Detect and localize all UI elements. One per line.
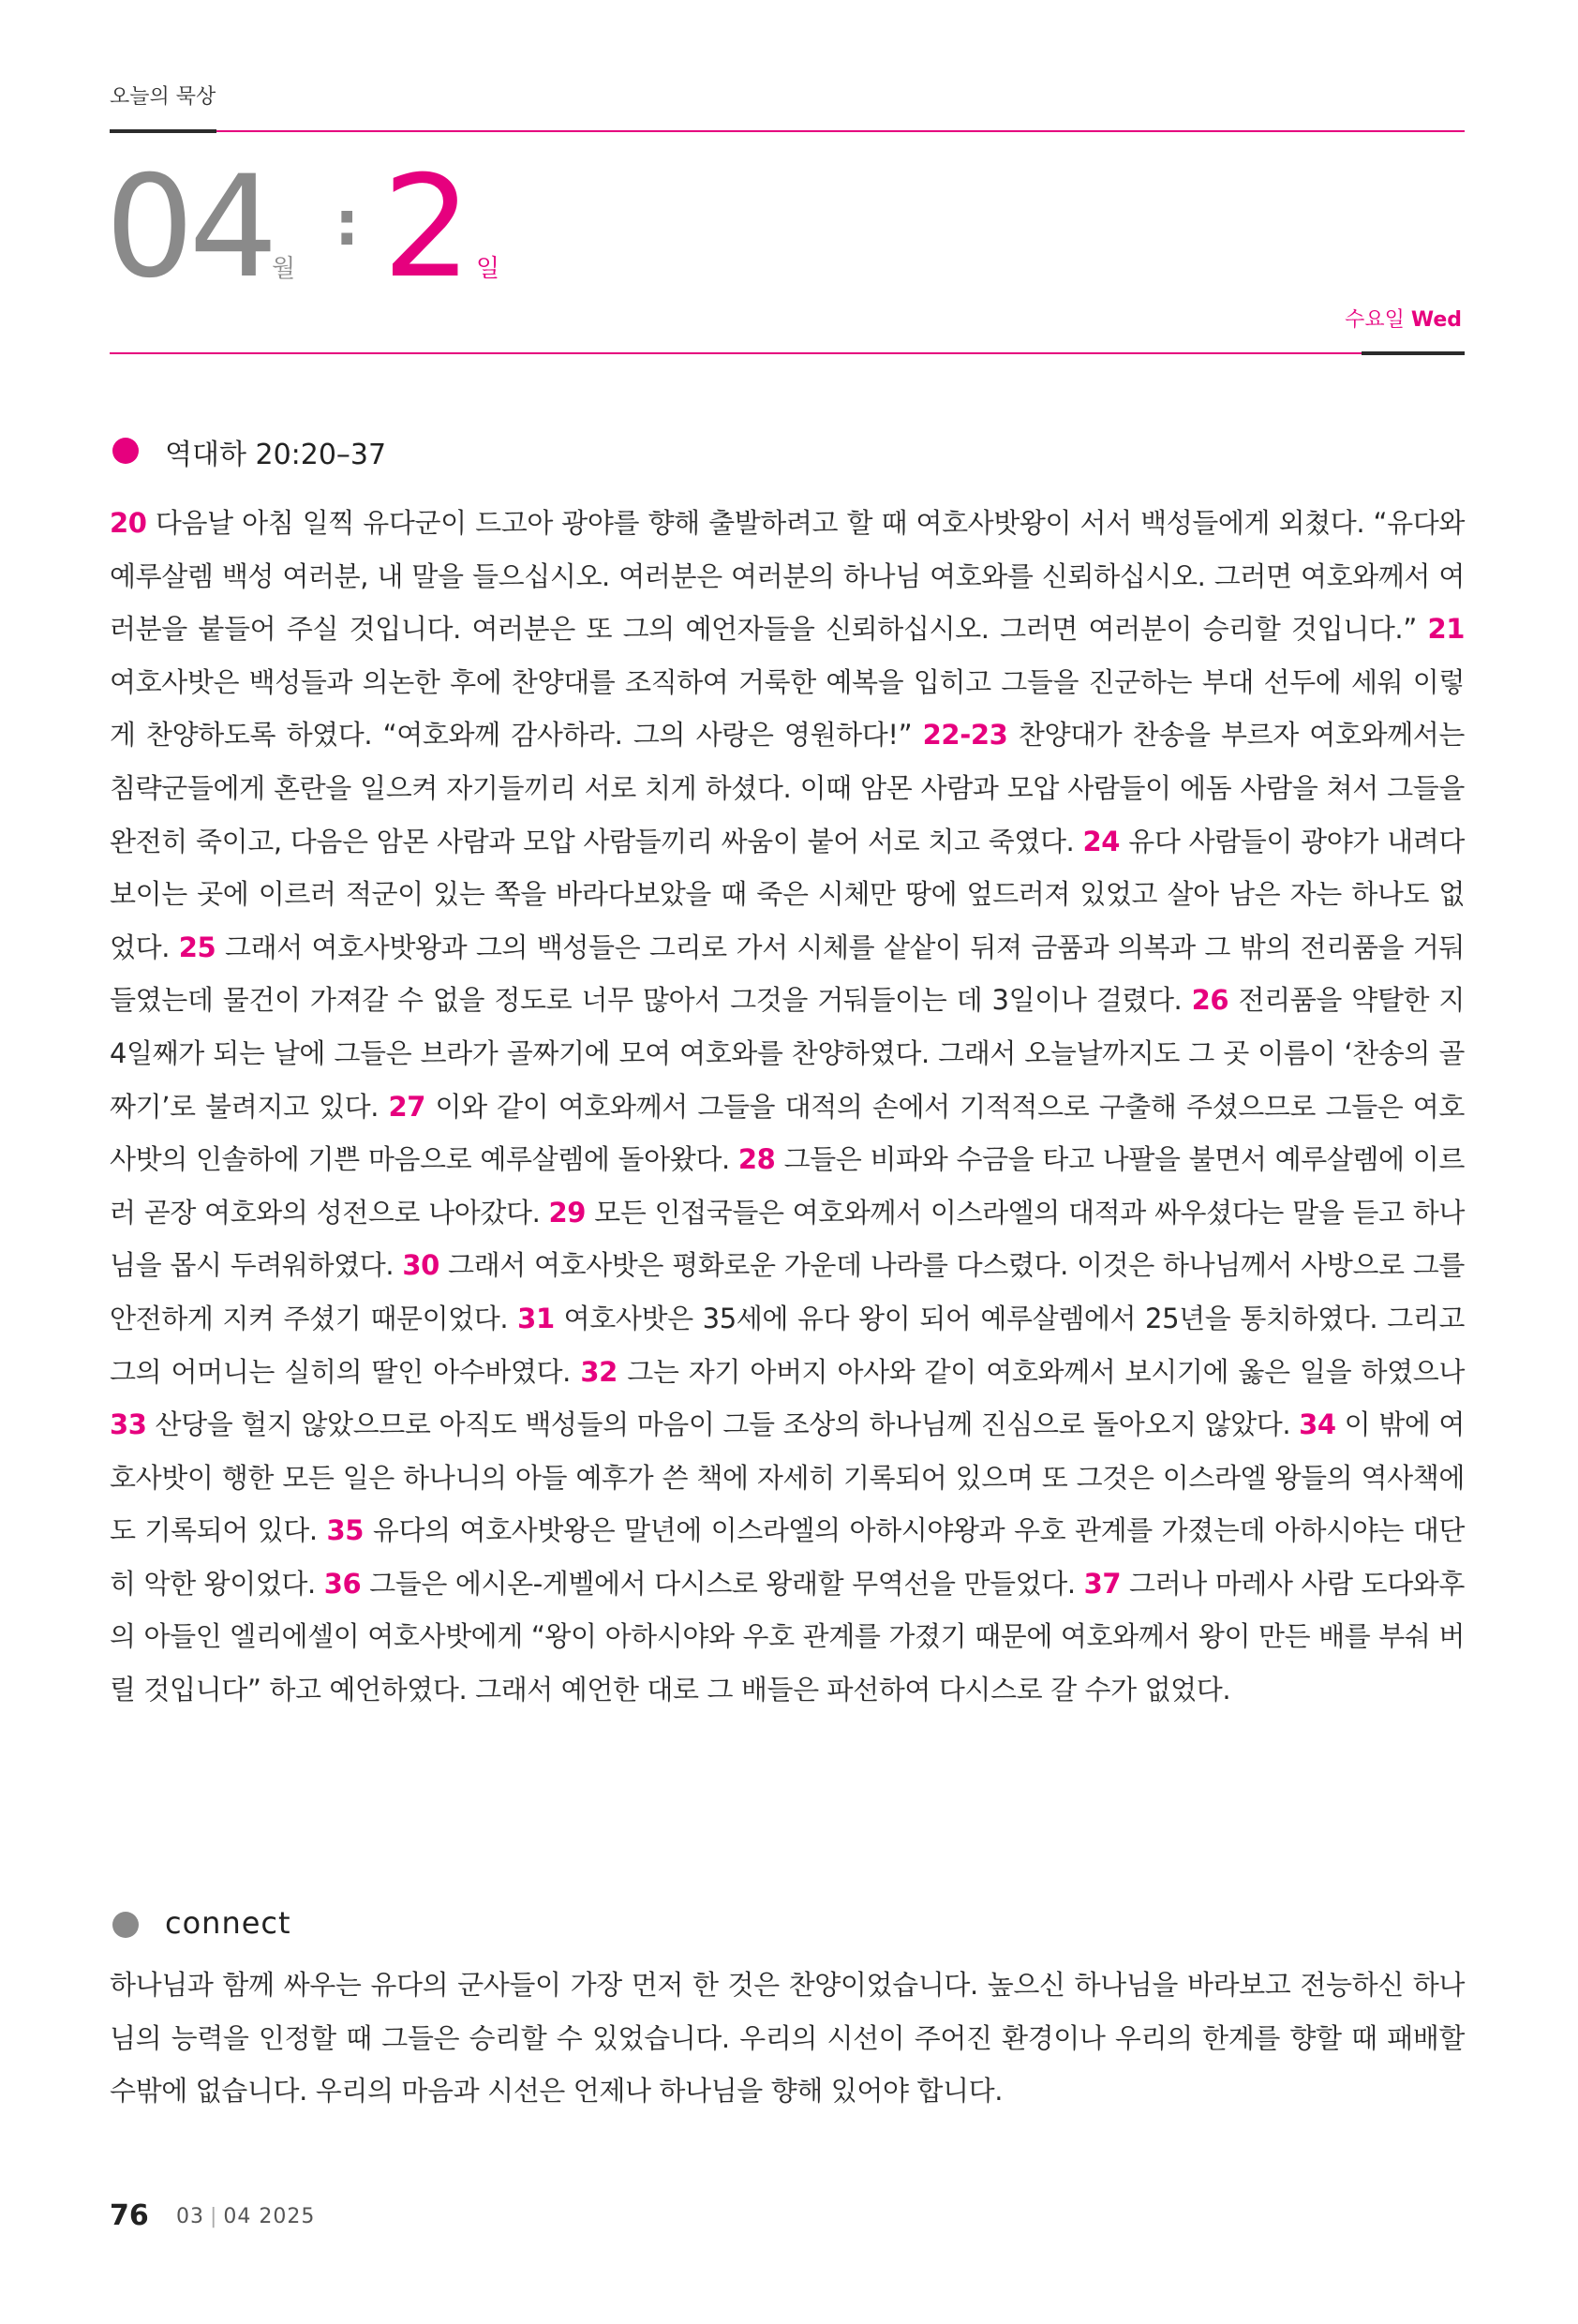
- issue-month: 03: [176, 2205, 204, 2228]
- verse-number: 24: [1082, 825, 1121, 857]
- date-month-unit: 월: [272, 255, 296, 283]
- verse-text: 모든 인접국들은 여호와께서 이스라엘의 대적과 싸우셨다는 말을 듣고 하나님을 몹시 두려워하였다.: [110, 1196, 1465, 1282]
- verse-text: 유다의 여호사밧왕은 말년에 이스라엘의 아하시야왕과 우호 관계를 가졌는데 아하시야는 대단히 악한 왕이었다.: [110, 1514, 1465, 1600]
- date-rule-pink: [110, 352, 1362, 354]
- connect-bullet-icon: [112, 1912, 139, 1938]
- verse-number: 22-23: [922, 719, 1008, 752]
- connect-body: 하나님과 함께 싸우는 유다의 군사들이 가장 먼저 한 것은 찬양이었습니다. 높으신 하나님을 바라보고 전능하신 하나님의 능력을 인정할 때 그들은 승리할 수 있었습니다. 우리의 시선이 주어진 환경이나 우리의 한계를 향할 때 패배할 수밖에 없습니다. 우리의 마음과 시선은 언제나 하나님을 향해 있어야 합니다.: [110, 1969, 1465, 2108]
- scripture-body: [110, 497, 1465, 1717]
- weekday-korean: 수요일: [1345, 308, 1405, 332]
- verse-text: 그들은 비파와 수금을 타고 나팔을 불면서 예루살렘에 이르러 곧장 여호와의 성전으로 나아갔다.: [110, 1143, 1465, 1229]
- verse-number: 27: [388, 1090, 426, 1123]
- verse-number: 36: [323, 1567, 362, 1600]
- date-rule-dark: [1362, 351, 1465, 355]
- verse-number: 32: [580, 1355, 618, 1388]
- issue-separator: |: [210, 2205, 218, 2228]
- scripture-reference: 역대하 20:20–37: [165, 439, 387, 471]
- verse-number: 34: [1299, 1408, 1336, 1441]
- page-header-label: 오늘의 묵상: [110, 85, 216, 109]
- header-rule-dark: [110, 129, 216, 133]
- verse-text: 그러나 마레사 사람 도다와후의 아들인 엘리에셀이 여호사밧에게 “왕이 아하시야와 우호 관계를 가졌기 때문에 여호와께서 왕이 만든 배를 부숴 버릴 것입니다” 하고 예언하였다. 그래서 예언한 대로 그 배들은 파선하여 다시스로 갈 수가 없었다.: [110, 1567, 1465, 1706]
- verse-text: 그는 자기 아버지 아사와 같이 여호와께서 보시기에 옳은 일을 하였으나: [617, 1355, 1466, 1388]
- verse-text: 산당을 헐지 않았으므로 아직도 백성들의 마음이 그들 조상의 하나님께 진심으로 돌아오지 않았다.: [146, 1408, 1300, 1441]
- issue-info: [176, 2205, 315, 2228]
- header-rule-pink: [216, 130, 1465, 132]
- date-day-unit: 일: [476, 255, 500, 283]
- verse-number: 37: [1083, 1567, 1122, 1600]
- verse-text: 다음날 아침 일찍 유다군이 드고아 광야를 향해 출발하려고 할 때 여호사밧왕이 서서 백성들에게 외쳤다. “유다와 예루살렘 백성 여러분, 내 말을 들으십시오. 여러분은 여러분의 하나님 여호와를 신뢰하십시오. 그러면 여호와께서 여러분을 붙들어 주실 것입니다. 여러분은 또 그의 예언자들을 신뢰하십시오. 그러면 여러분이 승리할 것입니다.”: [110, 507, 1465, 646]
- verse-number: 28: [737, 1143, 776, 1176]
- verse-text: 이와 같이 여호와께서 그들을 대적의 손에서 기적적으로 구출해 주셨으므로 그들은 여호사밧의 인솔하에 기쁜 마음으로 예루살렘에 돌아왔다.: [110, 1090, 1465, 1176]
- verse-text: 여호사밧은 백성들과 의논한 후에 찬양대를 조직하여 거룩한 예복을 입히고 그들을 진군하는 부대 선두에 세워 이렇게 찬양하도록 하였다. “여호와께 감사하라. 그의 사랑은 영원하다!”: [110, 665, 1465, 752]
- verse-text: 여호사밧은 35세에 유다 왕이 되어 예루살렘에서 25년을 통치하였다. 그리고 그의 어머니는 실히의 딸인 아수바였다.: [110, 1302, 1465, 1388]
- verse-text: 이 밖에 여호사밧이 행한 모든 일은 하나니의 아들 예후가 쓴 책에 자세히 기록되어 있으며 또 그것은 이스라엘 왕들의 역사책에도 기록되어 있다.: [110, 1408, 1465, 1547]
- verse-text: 그래서 여호사밧은 평화로운 가운데 나라를 다스렸다. 이것은 하나님께서 사방으로 그를 안전하게 지켜 주셨기 때문이었다.: [110, 1249, 1466, 1334]
- verse-number: 29: [548, 1196, 587, 1229]
- date-month: 04: [105, 146, 273, 309]
- date-day: 2: [382, 146, 472, 309]
- verse-text: 유다 사람들이 광야가 내려다보이는 곳에 이르러 적군이 있는 쪽을 바라다보았을 때 죽은 시체만 땅에 엎드러져 있었고 살아 남은 자는 하나도 없었다.: [110, 825, 1465, 963]
- verse-number: 33: [110, 1408, 147, 1441]
- verse-text: 전리품을 약탈한 지 4일째가 되는 날에 그들은 브라가 골짜기에 모여 여호와를 찬양하였다. 그래서 오늘날까지도 그 곳 이름이 ‘찬송의 골짜기’로 불려지고 있다.: [110, 984, 1465, 1123]
- scripture-bullet-icon: [112, 438, 139, 464]
- verse-text: 그래서 여호사밧왕과 그의 백성들은 그리로 가서 시체를 샅샅이 뒤져 금품과 의복과 그 밖의 전리품을 거둬들였는데 물건이 가져갈 수 없을 정도로 너무 많아서 그것을 거둬들이는 데 3일이나 걸렸다.: [110, 931, 1465, 1017]
- verse-number: 35: [326, 1514, 365, 1547]
- issue-rest: 04 2025: [223, 2205, 316, 2228]
- verse-number: 30: [402, 1249, 439, 1282]
- weekday-english: Wed: [1410, 308, 1462, 332]
- connect-title: connect: [165, 1905, 291, 1941]
- verse-text: 찬양대가 찬송을 부르자 여호와께서는 침략군들에게 혼란을 일으켜 자기들끼리 서로 치게 하셨다. 이때 암몬 사람과 모압 사람들이 에돔 사람을 쳐서 그들을 완전히 죽이고, 다음은 암몬 사람과 모압 사람들끼리 싸움이 붙어 서로 치고 죽였다.: [110, 719, 1465, 857]
- date-colon: :: [335, 187, 360, 260]
- verse-number: 31: [517, 1302, 555, 1334]
- page-number: 76: [110, 2199, 149, 2232]
- verse-text: 그들은 에시온-게벨에서 다시스로 왕래할 무역선을 만들었다.: [361, 1567, 1084, 1600]
- verse-number: 25: [178, 931, 216, 963]
- verse-number: 20: [110, 507, 147, 539]
- verse-number: 21: [1427, 613, 1465, 646]
- verse-number: 26: [1191, 984, 1229, 1017]
- weekday: [1345, 304, 1462, 333]
